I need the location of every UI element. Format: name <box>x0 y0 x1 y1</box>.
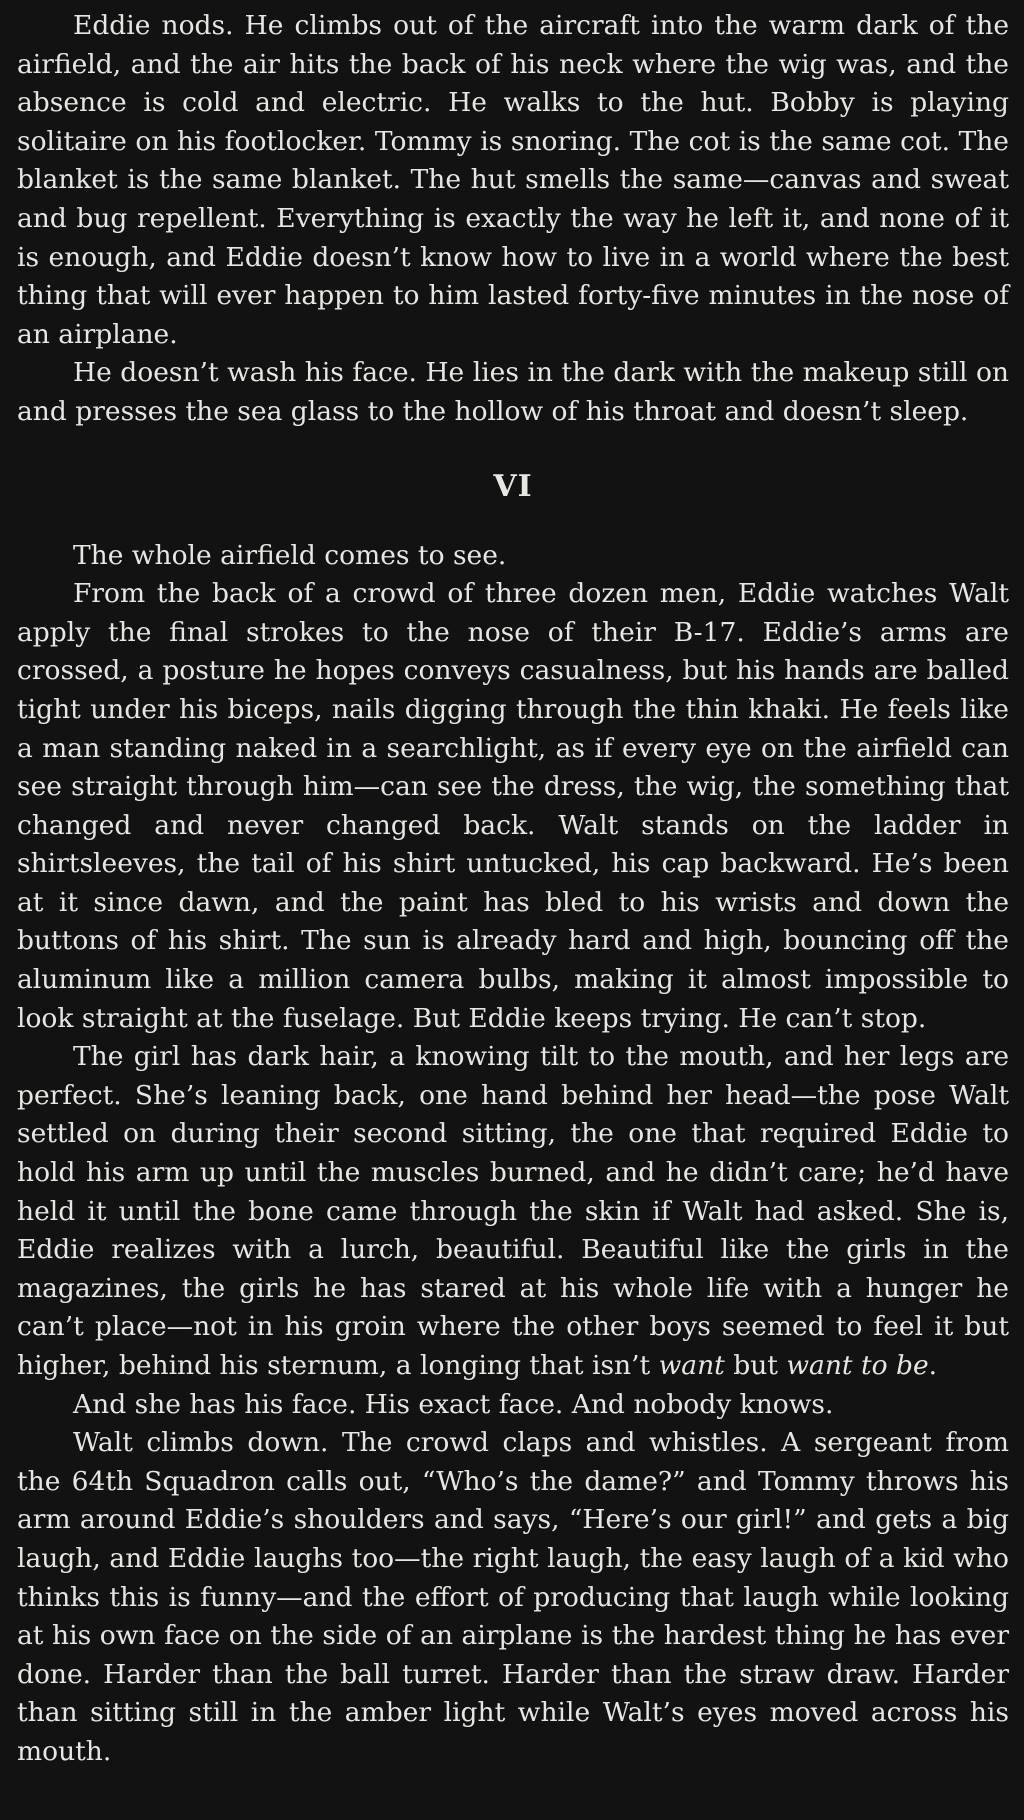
text-segment: The girl has dark hair, a knowing tilt to the mouth, and her legs are perfect. She’s leaning back, one hand behind her head—the pose Walt settled on during their second sitting, the one that required Eddie to hold his arm up until the muscles burned, and he didn’t care; he’d have held it until the bone came through the skin if Walt had asked. She is, Eddie realizes with a lurch, beautiful. Beautiful like the girls in the magazines, the girls he has stared at his whole life with a hunger he can’t place—not in his groin where the other boys seemed to feel it but higher, behind his sternum, a longing that isn’t <box>17 1041 1009 1381</box>
text-segment: He doesn’t wash his face. He lies in the dark with the makeup still on and presses the sea glass to the hollow of his throat and doesn’t sleep. <box>17 357 1009 427</box>
text-segment: Eddie nods. He climbs out of the aircraft into the warm dark of the airfield, and the air hits the back of his neck where the wig was, and the absence is cold and electric. He walks to the hut. Bobby is playing solitaire on his footlocker. Tommy is snoring. The cot is the same cot. The blanket is the same blanket. The hut smells the same—canvas and sweat and bug repellent. Everything is exactly the way he left it, and none of it is enough, and Eddie doesn’t know how to live in a world where the best thing that will ever happen to him lasted forty-five minutes in the nose of an airplane. <box>17 10 1009 350</box>
paragraph <box>17 354 1009 431</box>
text-segment: . <box>928 1350 938 1381</box>
paragraph <box>17 1424 1009 1771</box>
paragraph <box>17 537 1009 576</box>
italic-text-segment: want to be <box>786 1350 929 1381</box>
text-segment: The whole airfield comes to see. <box>73 539 507 571</box>
section-heading: VI <box>493 468 533 504</box>
paragraph <box>17 575 1009 1038</box>
text-segment: Walt climbs down. The crowd claps and whistles. A sergeant from the 64th Squadron calls out, “Who’s the dame?” and Tommy throws his arm around Eddie’s shoulders and says, “Here’s our girl!” and gets a big laugh, and Eddie laughs too—the right laugh, the easy laugh of a kid who thinks this is funny—and the effort of producing that laugh while looking at his own face on the side of an airplane is the hardest thing he has ever done. Harder than the ball turret. Harder than the straw draw. Harder than sitting still in the amber light while Walt’s eyes moved across his mouth. <box>17 1427 1009 1767</box>
italic-text-segment: want <box>658 1350 725 1381</box>
text-segment: but <box>724 1350 787 1381</box>
text-segment: From the back of a crowd of three dozen men, Eddie watches Walt apply the final strokes to the nose of their B-17. Eddie’s arms are crossed, a posture he hopes conveys casualness, but his hands are balled tight under his biceps, nails digging through the thin khaki. He feels like a man standing naked in a searchlight, as if every eye on the airfield can see straight through him—can see the dress, the wig, the something that changed and never changed back. Walt stands on the ladder in shirtsleeves, the tail of his shirt untucked, his cap backward. He’s been at it since dawn, and the paint has bled to his wrists and down the buttons of his shirt. The sun is already hard and high, bouncing off the aluminum like a million camera bulbs, making it almost impossible to look straight at the fuselage. But Eddie keeps trying. He can’t stop. <box>17 578 1009 1034</box>
paragraph <box>17 7 1009 354</box>
paragraph <box>17 1386 1009 1425</box>
text-segment: And she has his face. His exact face. And nobody knows. <box>73 1388 834 1420</box>
paragraph <box>17 1038 1009 1385</box>
page-text <box>17 7 1009 1772</box>
